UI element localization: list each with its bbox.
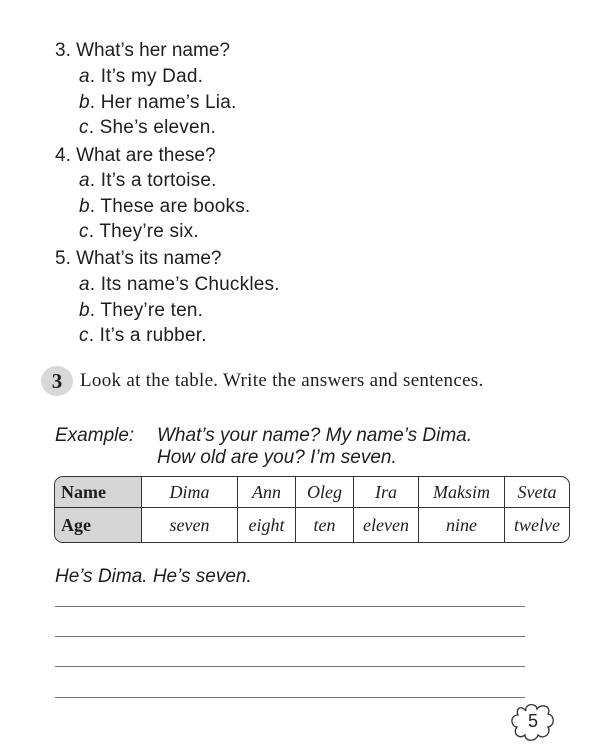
answer-option [79,92,236,114]
answer-option [79,117,216,139]
answer-option [79,66,203,88]
option-text: . Its name’s Chuckles. [89,274,280,295]
example-line: How old are you? I’m seven. [157,447,397,468]
option-text: . They’re ten. [89,300,204,321]
option-text: . She’s eleven. [88,117,216,138]
option-letter: a [79,170,90,191]
table-cell-name: Sveta [504,477,569,507]
writing-line[interactable] [55,697,525,698]
answer-option [79,196,250,218]
option-letter: a [79,274,90,295]
option-letter: b [79,300,90,321]
page-number: 5 [527,711,538,731]
option-letter: c [79,117,89,138]
answer-option [79,170,217,192]
table-row-ages [55,507,569,542]
answer-option [79,274,280,296]
table-cell-age: twelve [504,507,569,542]
table-cell-name: Oleg [295,477,353,507]
option-text: . They’re six. [88,221,199,242]
table-cell-name: Ira [353,477,418,507]
row-header-name: Name [55,477,141,507]
option-letter: b [79,196,90,217]
exercise-number-badge: 3 [41,366,73,396]
example-label: Example: [55,425,135,446]
writing-line[interactable] [55,666,525,667]
table-cell-age: nine [418,507,504,542]
option-letter: c [79,325,89,346]
row-header-age: Age [55,507,141,542]
table-row-names [55,477,569,507]
example-line: What’s your name? My name’s Dima. [157,425,473,446]
option-text: . It’s a tortoise. [89,170,217,191]
answer-option [79,300,203,322]
table-cell-age: seven [141,507,237,542]
question-prompt: 4. What are these? [55,145,216,166]
option-letter: a [79,66,90,87]
page-number-flower [510,702,556,742]
option-text: . It’s my Dad. [89,66,204,87]
question-prompt: 3. What’s her name? [55,40,230,61]
writing-line[interactable] [55,606,525,607]
table-cell-name: Ann [237,477,295,507]
writing-line[interactable] [55,636,525,637]
option-text: . It’s a rubber. [88,325,207,346]
option-letter: c [79,221,89,242]
question-prompt: 5. What’s its name? [55,248,222,269]
table-cell-age: ten [295,507,353,542]
answer-option [79,325,207,347]
table-cell-age: eight [237,507,295,542]
option-text: . Her name’s Lia. [89,92,237,113]
option-text: . These are books. [89,196,251,217]
table-cell-name: Dima [141,477,237,507]
option-letter: b [79,92,90,113]
exercise-instruction: Look at the table. Write the answers and sentences. [80,370,484,391]
table-cell-age: eleven [353,507,418,542]
names-ages-table [54,476,570,543]
table-cell-name: Maksim [418,477,504,507]
sample-answer: He’s Dima. He’s seven. [55,566,252,587]
answer-option [79,221,199,243]
